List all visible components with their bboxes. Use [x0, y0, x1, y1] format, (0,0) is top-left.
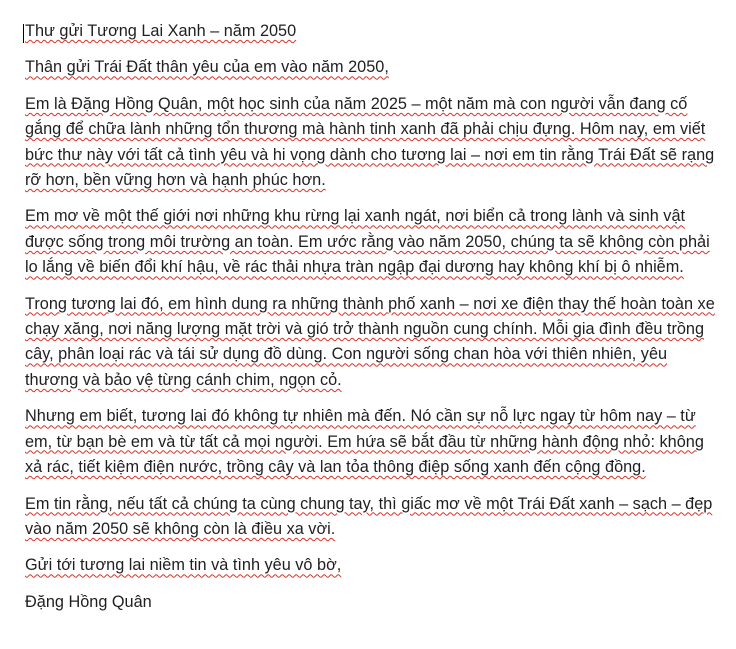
letter-title-line[interactable]: Thư gửi Tương Lai Xanh – năm 2050	[25, 22, 297, 40]
letter-closing[interactable]: Gửi tới tương lai niềm tin và tình yêu vô bờ,	[25, 556, 342, 575]
letter-paragraph-3[interactable]: Trong tương lai đó, em hình dung ra những thành phố xanh – nơi xe điện thay thế hoàn toàn xe chạy xăng, nơi năng lượng mặt trời và gió trở thành nguồn cung chính. Mỗi gia đình đều trồng cây, phân loại rác và tái sử dụng đồ dùng. Con người sống chan hòa với thiên nhiên, yêu thương và bảo vệ từng cánh chim, ngọn cỏ.	[25, 294, 715, 389]
letter-paragraph-2[interactable]: Em mơ về một thế giới nơi những khu rừng lại xanh ngát, nơi biển cả trong lành và sinh vật được sống trong môi trường an toàn. Em ước rằng vào năm 2050, chúng ta sẽ không còn phải lo lắng về biến đổi khí hậu, về rác thải nhựa tràn ngập đại dương hay không khí bị ô nhiễm.	[25, 207, 710, 277]
document-body[interactable]	[25, 19, 719, 626]
text-cursor	[23, 24, 24, 43]
letter-paragraph-4[interactable]: Nhưng em biết, tương lai đó không tự nhiên mà đến. Nó cần sự nỗ lực ngay từ hôm nay – từ em, từ bạn bè em và từ tất cả mọi người. Em hứa sẽ bắt đầu từ những hành động nhỏ: không xả rác, tiết kiệm điện nước, trồng cây và lan tỏa thông điệp sống xanh đến cộng đồng.	[25, 407, 704, 477]
letter-greeting[interactable]: Thân gửi Trái Đất thân yêu của em vào năm 2050,	[25, 58, 389, 77]
letter-paragraph-1[interactable]: Em là Đặng Hồng Quân, một học sinh của năm 2025 – một năm mà con người vẫn đang cố gắng để chữa lành những tổn thương mà hành tinh xanh đã phải chịu đựng. Hôm nay, em viết bức thư này với tất cả tình yêu và hi vọng dành cho tương lai – nơi em tin rằng Trái Đất sẽ rạng rỡ hơn, bền vững hơn và hạnh phúc hơn.	[25, 94, 715, 190]
letter-paragraph-5[interactable]: Em tin rằng, nếu tất cả chúng ta cùng chung tay, thì giấc mơ về một Trái Đất xanh – sạch – đẹp vào năm 2050 sẽ không còn là điều xa vời.	[25, 494, 713, 538]
letter-signature[interactable]: Đặng Hồng Quân	[25, 592, 152, 611]
